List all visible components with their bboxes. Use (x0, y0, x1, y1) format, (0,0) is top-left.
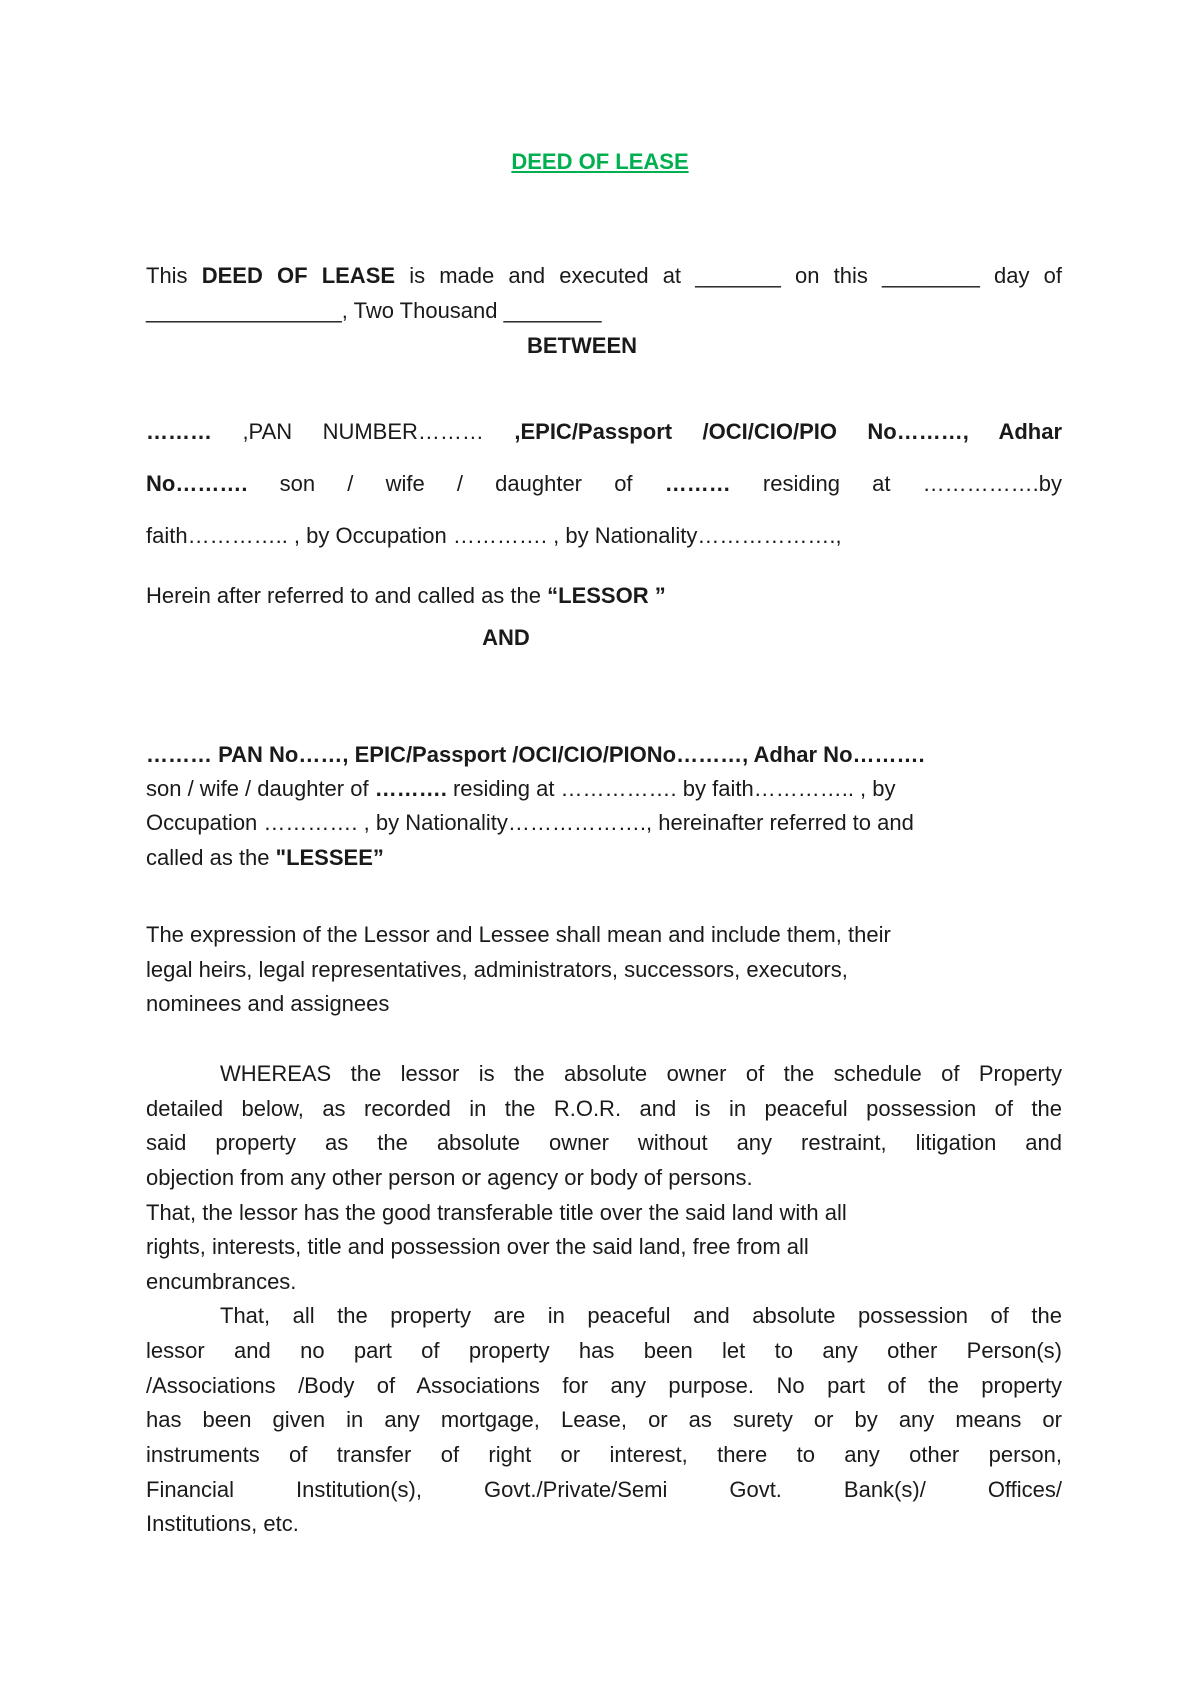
lessor-line-2: No………. son / wife / daughter of ……… residing at …………….by (146, 471, 1062, 496)
possession-line-1: That, all the property are in peaceful and absolute possession of the (220, 1303, 1062, 1328)
between-heading: BETWEEN (527, 333, 637, 358)
lessee-line-3: Occupation …………. , by Nationality………………., hereinafter referred to and (146, 810, 914, 835)
lessee-line-4: called as the "LESSEE” (146, 845, 384, 870)
expression-line-2: legal heirs, legal representatives, administrators, successors, executors, (146, 957, 848, 982)
whereas-line-4: objection from any other person or agency or body of persons. (146, 1165, 753, 1190)
lessor-line-1: ……… ,PAN NUMBER……… ,EPIC/Passport /OCI/CIO/PIO No………, Adhar (146, 419, 1063, 444)
intro-line-1: This DEED OF LEASE is made and executed at _______ on this ________ day of (146, 263, 1062, 288)
possession-line-7: Institutions, etc. (146, 1511, 299, 1536)
possession-line-2: lessor and no part of property has been let to any other Person(s) (146, 1338, 1062, 1363)
whereas-line-3: said property as the absolute owner without any restraint, litigation and (146, 1130, 1062, 1155)
whereas-line-2: detailed below, as recorded in the R.O.R. and is in peaceful possession of the (146, 1096, 1062, 1121)
lessor-label: “LESSOR ” (547, 583, 666, 608)
title-para-line-3: encumbrances. (146, 1269, 297, 1294)
lessee-label: "LESSEE” (275, 845, 384, 870)
document-title: DEED OF LEASE (511, 149, 689, 174)
deed-of-lease-bold: DEED OF LEASE (201, 263, 396, 288)
possession-line-4: has been given in any mortgage, Lease, or as surety or by any means or (146, 1407, 1062, 1432)
and-heading: AND (482, 625, 530, 650)
whereas-line-1: WHEREAS the lessor is the absolute owner of the schedule of Property (220, 1061, 1062, 1086)
possession-line-6: Financial Institution(s), Govt./Private/Semi Govt. Bank(s)/ Offices/ (146, 1477, 1062, 1502)
possession-line-3: /Associations /Body of Associations for any purpose. No part of the property (146, 1373, 1062, 1398)
lessee-line-1: ……… PAN No……, EPIC/Passport /OCI/CIO/PIONo………, Adhar No………. (146, 742, 925, 767)
intro-line-2: ________________, Two Thousand ________ (146, 298, 602, 323)
lessee-line-2: son / wife / daughter of ………. residing at ……………. by faith………….. , by (146, 776, 896, 801)
lessor-line-4: Herein after referred to and called as the “LESSOR ” (146, 583, 666, 608)
expression-line-1: The expression of the Lessor and Lessee shall mean and include them, their (146, 922, 891, 947)
lessor-line-3: faith………….. , by Occupation …………. , by Nationality………………., (146, 523, 842, 548)
possession-line-5: instruments of transfer of right or interest, there to any other person, (146, 1442, 1062, 1467)
title-para-line-1: That, the lessor has the good transferable title over the said land with all (146, 1200, 847, 1225)
title-para-line-2: rights, interests, title and possession over the said land, free from all (146, 1234, 809, 1259)
expression-line-3: nominees and assignees (146, 991, 390, 1016)
